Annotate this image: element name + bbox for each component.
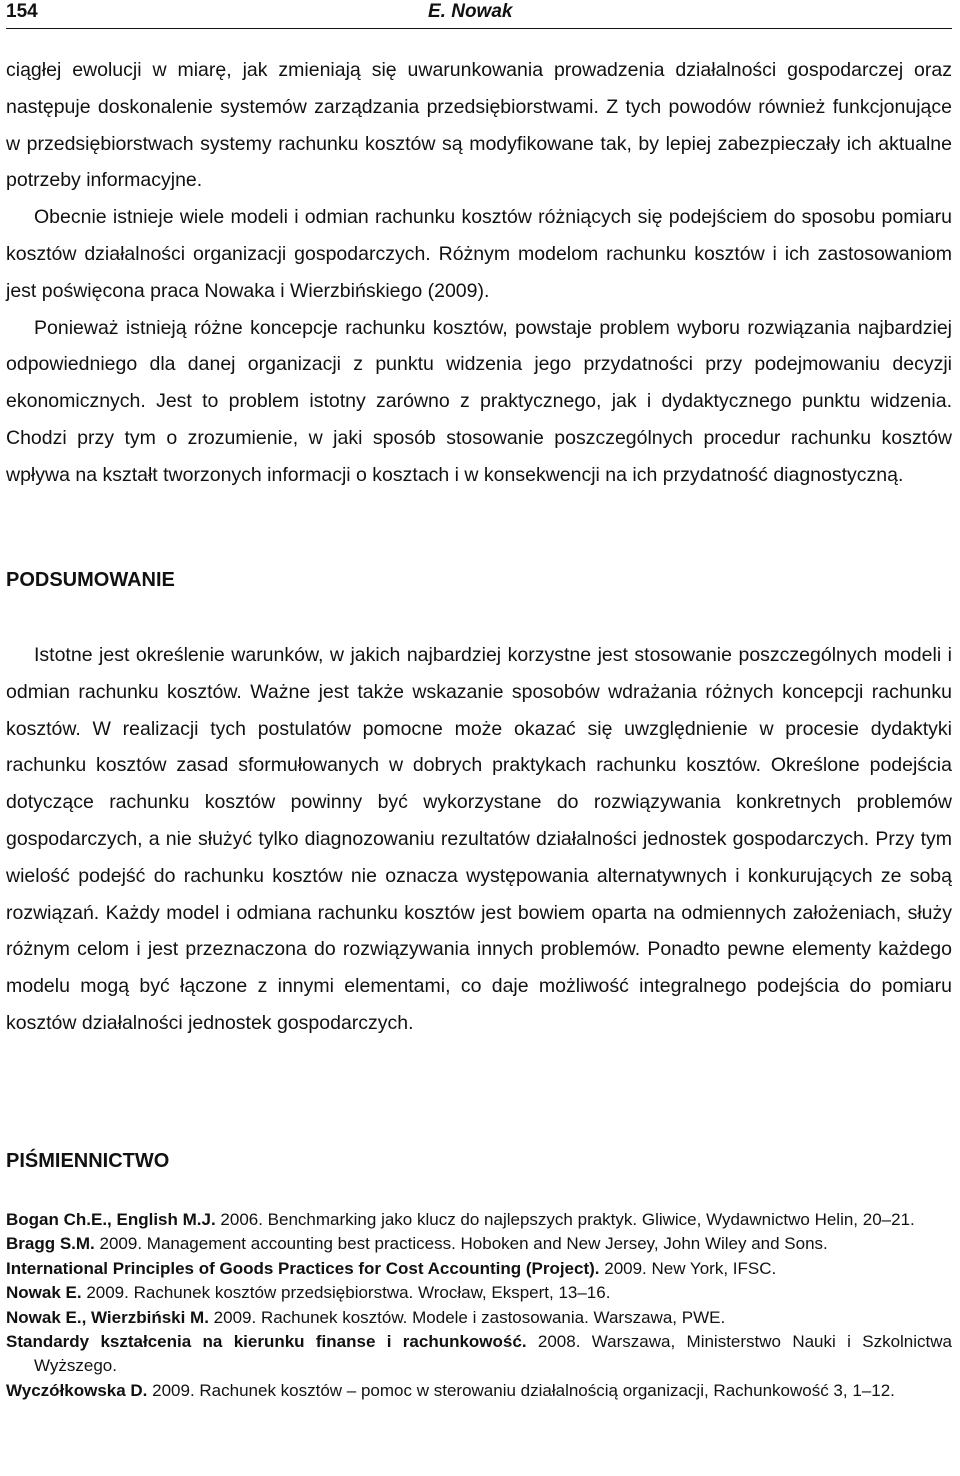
page-number: 154 (6, 1, 38, 22)
reference-details: 2008. Warszawa, Ministerstwo Nauki i Szkolnictwa Wyższego. (34, 1332, 952, 1376)
reference-details: 2009. Rachunek kosztów – pomoc w sterowaniu działalnością organizacji, Rachunkowość 3, 1–12. (147, 1380, 895, 1400)
reference-author: Standardy kształcenia na kierunku finanse i rachunkowość. (6, 1332, 527, 1352)
paragraph-continuation: ciągłej ewolucji w miarę, jak zmieniają się uwarunkowania prowadzenia działalności gospodarczej oraz następuje doskonalenie systemów zarządzania przedsiębiorstwami. Z tych powodów również funkcjonujące w przedsiębiorstwach systemy rachunku kosztów są modyfikowane tak, by lepiej zabezpieczały ich aktualne potrzeby informacyjne. (6, 59, 952, 192)
reference-details: 2009. Rachunek kosztów. Modele i zastosowania. Warszawa, PWE. (208, 1307, 726, 1327)
reference-item (6, 1330, 952, 1379)
body-text-top (6, 52, 952, 494)
running-head (6, 0, 952, 29)
reference-item (6, 1281, 952, 1305)
reference-author: Nowak E. (6, 1283, 82, 1303)
reference-author: Bragg S.M. (6, 1234, 95, 1254)
reference-item (6, 1257, 952, 1281)
paragraph-summary: Istotne jest określenie warunków, w jakich najbardziej korzystne jest stosowanie poszczególnych modeli i odmian rachunku kosztów. Ważne jest także wskazanie sposobów wdrażania różnych koncepcji rachunku kosztów. W realizacji tych postulatów pomocne może okazać się uwzględnienie w procesie dydaktyki rachunku kosztów zasad sformułowanych w dobrych praktykach rachunku kosztów. Określone podejścia dotyczące rachunku kosztów powinny być wykorzystane do rozwiązywania konkretnych problemów gospodarczych, a nie służyć tylko diagnozowaniu rezultatów działalności jednostek gospodarczych. Przy tym wielość podejść do rachunku kosztów nie oznacza występowania alternatywnych i konkurujących ze sobą rozwiązań. Każdy model i odmiana rachunku kosztów jest bowiem oparta na odmiennych założeniach, służy różnym celom i jest przeznaczona do rozwiązywania innych problemów. Ponadto pewne elementy każdego modelu mogą być łączone z innymi elementami, co daje możliwość integralnego podejścia do pomiaru kosztów działalności jednostek gospodarczych. (6, 644, 952, 1034)
section-heading-references: PIŚMIENNICTWO (6, 1150, 170, 1172)
running-head-author: E. Nowak (428, 1, 513, 22)
reference-item (6, 1379, 952, 1403)
reference-author: International Principles of Goods Practices for Cost Accounting (Project). (6, 1258, 600, 1278)
paragraph-models: Obecnie istnieje wiele modeli i odmian rachunku kosztów różniących się podejściem do sposobu pomiaru kosztów działalności organizacji gospodarczych. Różnym modelom rachunku kosztów i ich zastosowaniom jest poświęcona praca Nowaka i Wierzbińskiego (2009). (6, 206, 952, 302)
section-heading-summary: PODSUMOWANIE (6, 569, 175, 591)
reference-item (6, 1208, 952, 1232)
reference-item (6, 1306, 952, 1330)
reference-item (6, 1232, 952, 1256)
reference-details: 2009. New York, IFSC. (599, 1258, 777, 1278)
reference-author: Wyczółkowska D. (6, 1380, 148, 1400)
reference-author: Bogan Ch.E., English M.J. (6, 1210, 216, 1229)
body-text-summary (6, 637, 952, 1042)
reference-author: Nowak E., Wierzbiński M. (6, 1307, 209, 1327)
reference-details: 2009. Management accounting best practicess. Hoboken and New Jersey, John Wiley and Sons. (94, 1234, 828, 1254)
paragraph-problem: Ponieważ istnieją różne koncepcje rachunku kosztów, powstaje problem wyboru rozwiązania najbardziej odpowiedniego dla danej organizacji z punktu widzenia jego przydatności przy podejmowaniu decyzji ekonomicznych. Jest to problem istotny zarówno z praktycznego, jak i dydaktycznego punktu widzenia. Chodzi przy tym o zrozumienie, w jaki sposób stosowanie poszczególnych procedur rachunku kosztów wpływa na kształt tworzonych informacji o kosztach i w konsekwencji na ich przydatność diagnostyczną. (6, 316, 952, 486)
reference-details: 2009. Rachunek kosztów przedsiębiorstwa. Wrocław, Ekspert, 13–16. (81, 1283, 611, 1303)
reference-list (6, 1208, 952, 1403)
reference-details: 2006. Benchmarking jako klucz do najlepszych praktyk. Gliwice, Wydawnictwo Helin, 20–21. (215, 1210, 915, 1229)
